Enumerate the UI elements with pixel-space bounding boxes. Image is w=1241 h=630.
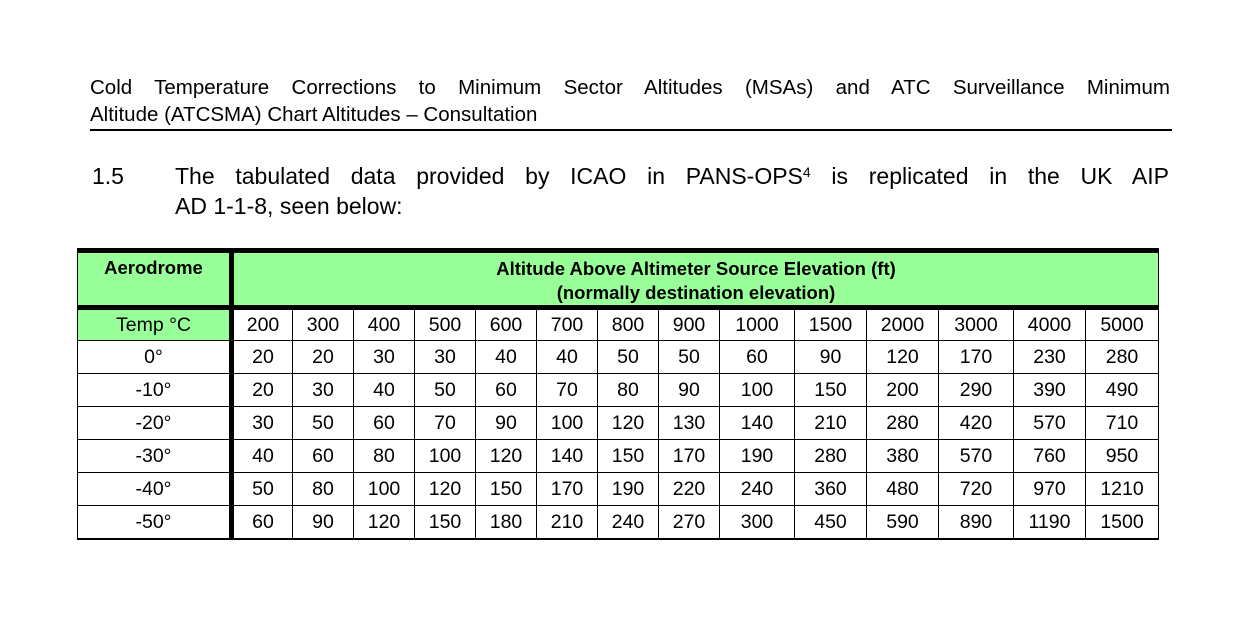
table-row xyxy=(78,506,1159,540)
aerodrome-header: Aerodrome xyxy=(78,251,232,308)
correction-cell: 480 xyxy=(867,473,939,506)
correction-cell: 360 xyxy=(795,473,867,506)
temperature-cell: -50° xyxy=(78,506,232,540)
correction-cell: 90 xyxy=(659,374,720,407)
footnote-reference: 4 xyxy=(802,164,811,180)
correction-cell: 1190 xyxy=(1014,506,1086,540)
correction-cell: 30 xyxy=(232,407,293,440)
altitude-column-header: 4000 xyxy=(1014,308,1086,341)
correction-cell: 190 xyxy=(720,440,795,473)
altitude-column-header: 3000 xyxy=(939,308,1014,341)
correction-cell: 120 xyxy=(598,407,659,440)
correction-cell: 50 xyxy=(293,407,354,440)
correction-cell: 1210 xyxy=(1086,473,1159,506)
header-title-line-1: Cold Temperature Corrections to Minimum Sector Altitudes (MSAs) and ATC Surveillance Minimum xyxy=(90,76,1170,99)
correction-cell: 30 xyxy=(354,341,415,374)
altitude-column-header: 900 xyxy=(659,308,720,341)
temperature-cell: 0° xyxy=(78,341,232,374)
altitude-column-header: 5000 xyxy=(1086,308,1159,341)
correction-cell: 210 xyxy=(537,506,598,540)
correction-cell: 40 xyxy=(232,440,293,473)
correction-cell: 190 xyxy=(598,473,659,506)
correction-cell: 210 xyxy=(795,407,867,440)
correction-cell: 720 xyxy=(939,473,1014,506)
correction-cell: 120 xyxy=(415,473,476,506)
correction-cell: 570 xyxy=(939,440,1014,473)
correction-cell: 100 xyxy=(354,473,415,506)
header-divider xyxy=(90,129,1172,131)
temperature-cell: -30° xyxy=(78,440,232,473)
paragraph-line-1-post: is replicated in the UK AIP xyxy=(810,163,1169,189)
correction-cell: 50 xyxy=(659,341,720,374)
table-header-row xyxy=(78,251,1159,308)
correction-cell: 40 xyxy=(537,341,598,374)
correction-cell: 60 xyxy=(720,341,795,374)
correction-cell: 150 xyxy=(476,473,537,506)
correction-cell: 50 xyxy=(232,473,293,506)
correction-cell: 150 xyxy=(415,506,476,540)
correction-cell: 390 xyxy=(1014,374,1086,407)
correction-cell: 170 xyxy=(939,341,1014,374)
altitude-header xyxy=(232,251,1159,308)
table-body xyxy=(78,308,1159,540)
correction-cell: 20 xyxy=(293,341,354,374)
altitude-header-line-2: (normally destination elevation) xyxy=(556,282,836,303)
correction-cell: 50 xyxy=(598,341,659,374)
correction-cell: 180 xyxy=(476,506,537,540)
correction-cell: 100 xyxy=(537,407,598,440)
altitude-column-header: 300 xyxy=(293,308,354,341)
correction-cell: 90 xyxy=(476,407,537,440)
correction-cell: 570 xyxy=(1014,407,1086,440)
correction-cell: 120 xyxy=(354,506,415,540)
correction-cell: 70 xyxy=(537,374,598,407)
altitude-column-header: 400 xyxy=(354,308,415,341)
correction-cell: 150 xyxy=(795,374,867,407)
temperature-cell: -40° xyxy=(78,473,232,506)
altitude-column-header: 500 xyxy=(415,308,476,341)
correction-cell: 240 xyxy=(720,473,795,506)
column-header-row xyxy=(78,308,1159,341)
correction-cell: 290 xyxy=(939,374,1014,407)
correction-cell: 100 xyxy=(415,440,476,473)
table-row xyxy=(78,407,1159,440)
correction-cell: 970 xyxy=(1014,473,1086,506)
paragraph-line-2: AD 1-1-8, seen below: xyxy=(175,193,403,219)
altitude-column-header: 200 xyxy=(232,308,293,341)
correction-cell: 60 xyxy=(293,440,354,473)
correction-cell: 170 xyxy=(537,473,598,506)
correction-cell: 40 xyxy=(476,341,537,374)
correction-cell: 50 xyxy=(415,374,476,407)
correction-cell: 60 xyxy=(232,506,293,540)
correction-cell: 760 xyxy=(1014,440,1086,473)
altitude-column-header: 600 xyxy=(476,308,537,341)
correction-cell: 450 xyxy=(795,506,867,540)
correction-cell: 90 xyxy=(293,506,354,540)
correction-cell: 60 xyxy=(354,407,415,440)
table-row xyxy=(78,374,1159,407)
correction-cell: 1500 xyxy=(1086,506,1159,540)
table-row xyxy=(78,341,1159,374)
temperature-cell: -10° xyxy=(78,374,232,407)
paragraph-text xyxy=(175,161,1169,221)
correction-cell: 590 xyxy=(867,506,939,540)
correction-cell: 490 xyxy=(1086,374,1159,407)
correction-cell: 80 xyxy=(354,440,415,473)
table-row xyxy=(78,473,1159,506)
temperature-cell: -20° xyxy=(78,407,232,440)
correction-cell: 140 xyxy=(720,407,795,440)
correction-cell: 100 xyxy=(720,374,795,407)
correction-cell: 20 xyxy=(232,374,293,407)
correction-cell: 70 xyxy=(415,407,476,440)
correction-cell: 380 xyxy=(867,440,939,473)
correction-cell: 120 xyxy=(476,440,537,473)
correction-cell: 280 xyxy=(795,440,867,473)
document-header xyxy=(90,74,1170,128)
correction-cell: 30 xyxy=(415,341,476,374)
correction-cell: 710 xyxy=(1086,407,1159,440)
correction-cell: 230 xyxy=(1014,341,1086,374)
paragraph-number: 1.5 xyxy=(92,163,124,189)
correction-cell: 950 xyxy=(1086,440,1159,473)
paragraph-line-1-pre: The tabulated data provided by ICAO in PANS-OPS xyxy=(175,163,803,189)
altitude-header-line-1: Altitude Above Altimeter Source Elevation (ft) xyxy=(496,258,896,279)
correction-cell: 420 xyxy=(939,407,1014,440)
correction-cell: 280 xyxy=(1086,341,1159,374)
correction-cell: 40 xyxy=(354,374,415,407)
correction-cell: 80 xyxy=(293,473,354,506)
correction-cell: 90 xyxy=(795,341,867,374)
altitude-column-header: 800 xyxy=(598,308,659,341)
correction-cell: 300 xyxy=(720,506,795,540)
altitude-column-header: 1500 xyxy=(795,308,867,341)
header-title-line-2: Altitude (ATCSMA) Chart Altitudes – Consultation xyxy=(90,103,538,126)
correction-cell: 890 xyxy=(939,506,1014,540)
temp-column-header: Temp °C xyxy=(78,308,232,341)
altitude-column-header: 700 xyxy=(537,308,598,341)
correction-cell: 30 xyxy=(293,374,354,407)
paragraph-line-1 xyxy=(175,161,1169,191)
altitude-column-header: 1000 xyxy=(720,308,795,341)
correction-cell: 150 xyxy=(598,440,659,473)
correction-cell: 60 xyxy=(476,374,537,407)
altitude-column-header: 2000 xyxy=(867,308,939,341)
correction-cell: 20 xyxy=(232,341,293,374)
correction-cell: 170 xyxy=(659,440,720,473)
correction-cell: 270 xyxy=(659,506,720,540)
table-row xyxy=(78,440,1159,473)
correction-cell: 80 xyxy=(598,374,659,407)
correction-cell: 220 xyxy=(659,473,720,506)
correction-cell: 280 xyxy=(867,407,939,440)
correction-cell: 140 xyxy=(537,440,598,473)
correction-cell: 120 xyxy=(867,341,939,374)
correction-cell: 130 xyxy=(659,407,720,440)
cold-temperature-correction-table xyxy=(77,248,1159,540)
correction-cell: 200 xyxy=(867,374,939,407)
correction-cell: 240 xyxy=(598,506,659,540)
